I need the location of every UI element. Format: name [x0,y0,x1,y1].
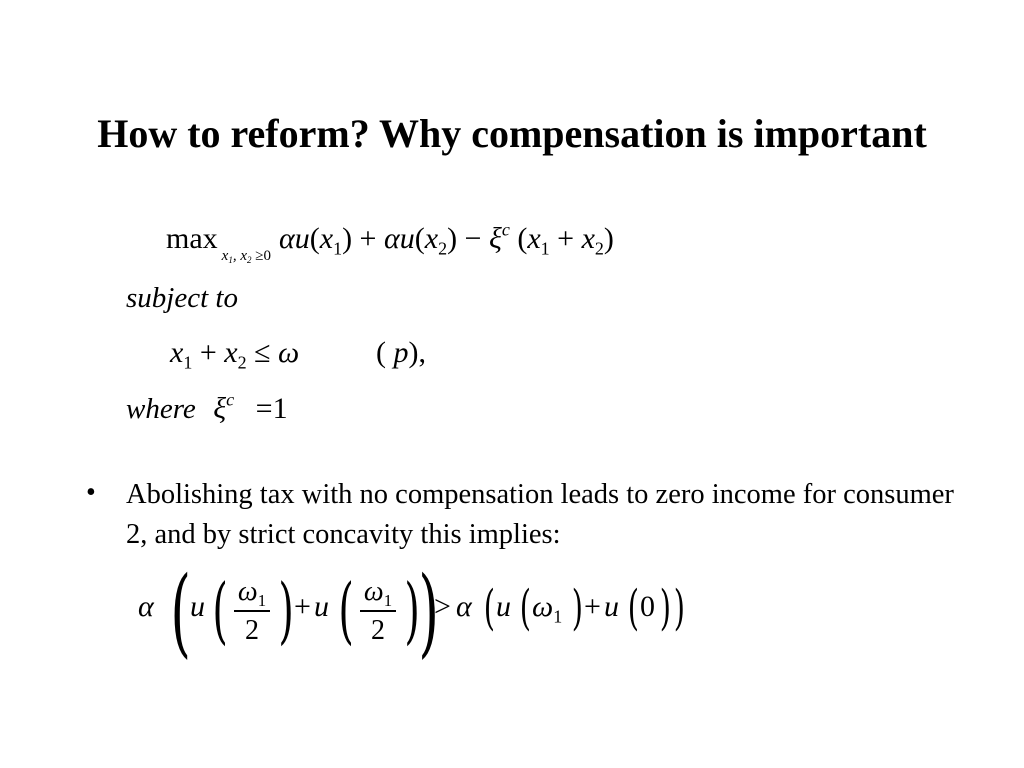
bullet-marker: • [86,477,96,508]
slide-title: How to reform? Why compensation is important [97,111,927,156]
max-operator: max [166,222,218,255]
constraint-multiplier: ( p), [376,336,426,369]
fraction-omega1-over-2: $\omega_1$ 2 [360,576,396,646]
where-line: where $\xi^c =1$ [126,389,288,425]
bullet-text: Abolishing tax with no compensation leads to zero income for consumer 2, and by strict concavity this implies: [126,479,954,550]
objective-expression: αu [278,222,310,255]
subject-to-label: subject to [126,282,238,314]
fraction-omega1-over-2: $\omega_1$ 2 [234,576,270,646]
constraint-line: $x_1 + x_2 \le \omega$ [170,336,300,373]
alpha-symbol: α [138,590,154,623]
where-label: where [126,393,196,425]
objective-line: $\max_{x_1, x_2 \ge 0}\alpha u(x_1) + \alpha u(x_2) - \xi^c$ $(x_1 + x_2)$ [166,219,614,266]
max-subscript: x1, x2 ≥0 [221,248,271,266]
u-symbol: u [190,590,205,623]
